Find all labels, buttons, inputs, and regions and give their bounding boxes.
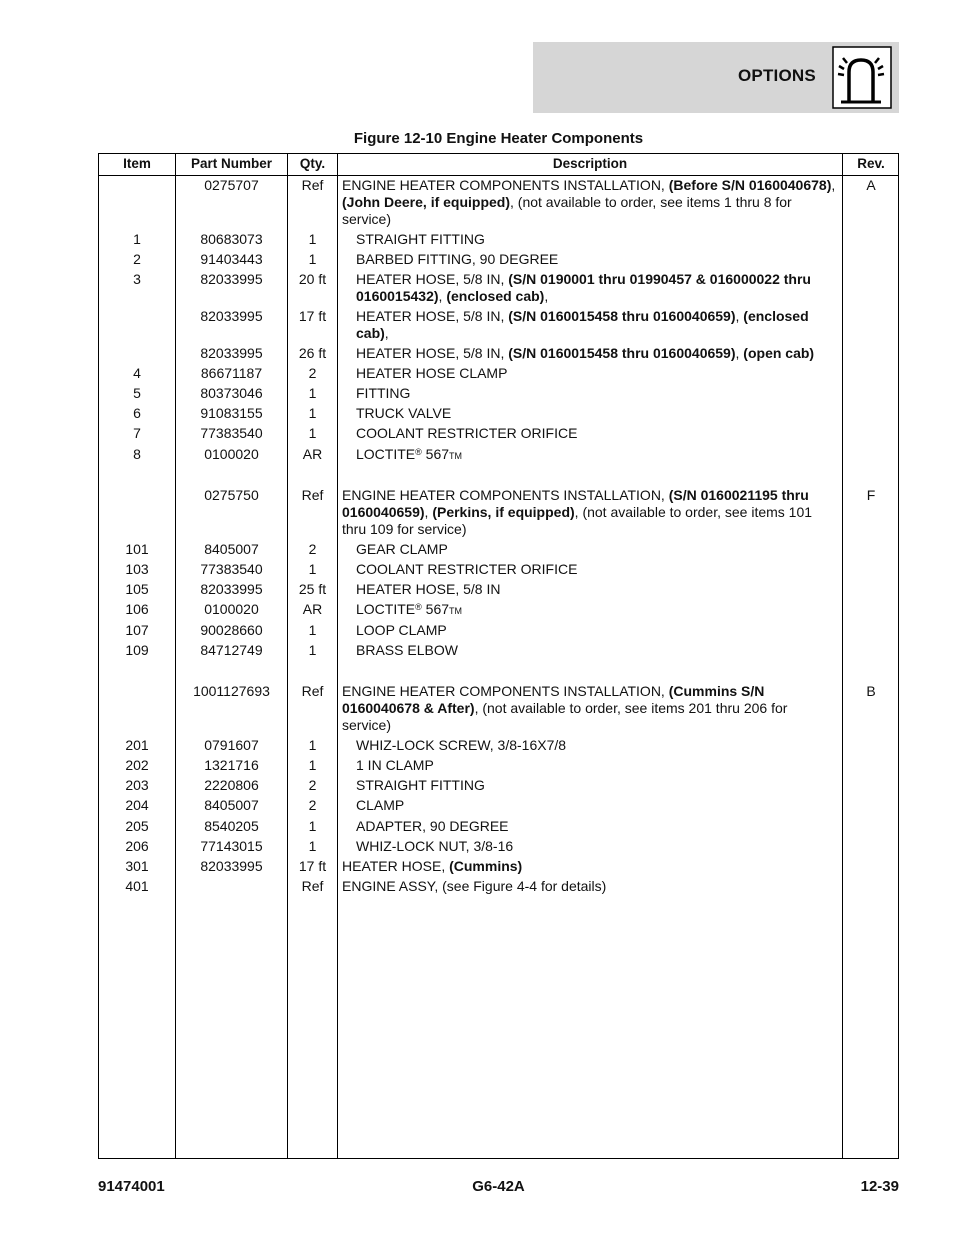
description xyxy=(356,642,840,659)
description-segment: ® xyxy=(415,447,422,457)
description xyxy=(356,838,840,855)
description xyxy=(356,601,840,620)
part-number: 80373046 xyxy=(200,385,263,401)
quantity: 1 xyxy=(308,251,317,267)
description xyxy=(356,757,840,774)
quantity: 25 ft xyxy=(298,581,327,597)
description-segment: WHIZ-LOCK SCREW, 3/8-16X7/8 xyxy=(356,737,567,753)
section-title: OPTIONS xyxy=(738,66,816,85)
description xyxy=(342,878,840,895)
part-number: 77383540 xyxy=(200,561,263,577)
description-segment: (Before S/N 0160040678) xyxy=(668,177,832,193)
description xyxy=(356,797,840,814)
description xyxy=(356,777,840,794)
item-number: 206 xyxy=(125,838,149,854)
description-segment: LOOP CLAMP xyxy=(356,622,447,638)
part-number: 90028660 xyxy=(200,622,263,638)
item-number: 203 xyxy=(125,777,149,793)
description xyxy=(356,622,840,639)
description-segment: BRASS ELBOW xyxy=(356,642,458,658)
column-divider xyxy=(842,154,843,1158)
item-number: 6 xyxy=(133,405,141,421)
description-segment: (S/N 0160015458 thru 0160040659) xyxy=(508,308,736,324)
description-segment: (S/N 0160015458 thru 0160040659) xyxy=(508,345,736,361)
item-number: 107 xyxy=(125,622,149,638)
description-segment: (S/N 0160021195 thru 0160040659) xyxy=(342,487,809,520)
description xyxy=(356,425,840,442)
part-number: 77143015 xyxy=(200,838,263,854)
description-segment: , xyxy=(831,177,836,193)
item-number: 1 xyxy=(133,231,141,247)
description-segment: ADAPTER, 90 DEGREE xyxy=(356,818,509,834)
description-segment: TM xyxy=(449,451,463,461)
item-number: 5 xyxy=(133,385,141,401)
item-number: 4 xyxy=(133,365,141,381)
column-header-description: Description xyxy=(338,154,842,176)
footer-page-number: 12-39 xyxy=(860,1178,899,1195)
part-number: 8540205 xyxy=(204,818,259,834)
part-number: 82033995 xyxy=(200,581,263,597)
item-number: 3 xyxy=(133,271,141,287)
quantity: 1 xyxy=(308,818,317,834)
section-header xyxy=(533,42,899,113)
quantity: 1 xyxy=(308,231,317,247)
description-segment: ENGINE ASSY, (see Figure 4-4 for details) xyxy=(342,878,607,894)
description-segment: LOCTITE xyxy=(356,601,416,617)
description-segment: GEAR CLAMP xyxy=(356,541,448,557)
item-number: 2 xyxy=(133,251,141,267)
description xyxy=(356,818,840,835)
description-segment: , (not available to order, see items 101 thru 109 for service) xyxy=(342,504,813,537)
part-number: 2220806 xyxy=(204,777,259,793)
part-number: 82033995 xyxy=(200,308,263,324)
description-segment: HEATER HOSE CLAMP xyxy=(356,365,508,381)
item-number: 105 xyxy=(125,581,149,597)
description-segment: (enclosed cab) xyxy=(356,308,809,341)
quantity: 1 xyxy=(308,425,317,441)
item-number: 109 xyxy=(125,642,149,658)
column-header-item: Item xyxy=(99,154,175,176)
quantity: Ref xyxy=(301,177,324,193)
part-number: 1321716 xyxy=(204,757,259,773)
description xyxy=(342,487,840,538)
parts-table xyxy=(98,153,899,1159)
description-segment: HEATER HOSE, 5/8 IN, xyxy=(356,308,509,324)
item-number: 101 xyxy=(125,541,149,557)
item-number: 301 xyxy=(125,858,149,874)
part-number: 0100020 xyxy=(204,446,259,462)
quantity: 2 xyxy=(308,797,317,813)
column-header-part-number: Part Number xyxy=(176,154,287,176)
footer-model: G6-42A xyxy=(472,1178,525,1195)
description-segment: , xyxy=(438,288,447,304)
part-number: 86671187 xyxy=(200,365,263,381)
item-number: 401 xyxy=(125,878,149,894)
description-segment: HEATER HOSE, 5/8 IN, xyxy=(356,271,509,287)
item-number: 103 xyxy=(125,561,149,577)
description-segment: , xyxy=(735,308,744,324)
description xyxy=(342,177,840,228)
part-number: 0275750 xyxy=(204,487,259,503)
description-segment: CLAMP xyxy=(356,797,405,813)
options-bracket-icon xyxy=(832,46,892,109)
column-header-rev: Rev. xyxy=(843,154,899,176)
quantity: 1 xyxy=(308,642,317,658)
description xyxy=(356,405,840,422)
quantity: 1 xyxy=(308,622,317,638)
figure-title: Figure 12-10 Engine Heater Components xyxy=(353,130,644,147)
description-segment: ENGINE HEATER COMPONENTS INSTALLATION, xyxy=(342,487,669,503)
quantity: 1 xyxy=(308,838,317,854)
quantity: 1 xyxy=(308,757,317,773)
description-segment: (S/N 0190001 thru 01990457 & 016000022 thru 0160015432) xyxy=(356,271,811,304)
description-segment: COOLANT RESTRICTER ORIFICE xyxy=(356,425,578,441)
item-number: 8 xyxy=(133,446,141,462)
description xyxy=(356,308,840,342)
description xyxy=(356,561,840,578)
description-segment: 567 xyxy=(421,446,450,462)
description-segment: ® xyxy=(415,602,422,612)
description-segment: FITTING xyxy=(356,385,411,401)
part-number: 84712749 xyxy=(200,642,263,658)
description-segment: HEATER HOSE, 5/8 IN, xyxy=(356,345,509,361)
description-segment: LOCTITE xyxy=(356,446,416,462)
description-segment: (enclosed cab) xyxy=(446,288,545,304)
part-number: 8405007 xyxy=(204,797,259,813)
quantity: AR xyxy=(302,446,323,462)
part-number: 0791607 xyxy=(204,737,259,753)
quantity: Ref xyxy=(301,487,324,503)
part-number: 80683073 xyxy=(200,231,263,247)
description xyxy=(356,251,840,268)
description xyxy=(356,446,840,465)
quantity: Ref xyxy=(301,878,324,894)
description-segment: HEATER HOSE, xyxy=(342,858,450,874)
quantity: 2 xyxy=(308,777,317,793)
quantity: Ref xyxy=(301,683,324,699)
quantity: AR xyxy=(302,601,323,617)
item-number: 204 xyxy=(125,797,149,813)
description xyxy=(356,365,840,382)
part-number: 8405007 xyxy=(204,541,259,557)
description-segment: (Cummins) xyxy=(449,858,523,874)
description-segment: STRAIGHT FITTING xyxy=(356,777,485,793)
description-segment: ENGINE HEATER COMPONENTS INSTALLATION, xyxy=(342,177,669,193)
quantity: 2 xyxy=(308,365,317,381)
description-segment: WHIZ-LOCK NUT, 3/8-16 xyxy=(356,838,514,854)
quantity: 1 xyxy=(308,405,317,421)
description-segment: (open cab) xyxy=(743,345,815,361)
description-segment: ENGINE HEATER COMPONENTS INSTALLATION, xyxy=(342,683,669,699)
description xyxy=(356,231,840,248)
description-segment: 567 xyxy=(421,601,450,617)
item-number: 202 xyxy=(125,757,149,773)
description-segment: STRAIGHT FITTING xyxy=(356,231,485,247)
description-segment: , xyxy=(735,345,744,361)
part-number: 1001127693 xyxy=(193,683,270,699)
description xyxy=(342,683,840,734)
footer-document-number: 91474001 xyxy=(98,1178,165,1195)
description-segment: TM xyxy=(449,606,463,616)
description-segment: (Cummins S/N 0160040678 & After) xyxy=(342,683,765,716)
quantity: 1 xyxy=(308,385,317,401)
item-number: 205 xyxy=(125,818,149,834)
description-segment: , (not available to order, see items 201 thru 206 for service) xyxy=(342,700,788,733)
description xyxy=(356,581,840,598)
quantity: 26 ft xyxy=(298,345,327,361)
description xyxy=(342,858,840,875)
description-segment: HEATER HOSE, 5/8 IN xyxy=(356,581,501,597)
description-segment: (Perkins, if equipped) xyxy=(432,504,575,520)
part-number: 91083155 xyxy=(200,405,263,421)
part-number: 82033995 xyxy=(200,345,263,361)
description xyxy=(356,541,840,558)
description-segment: COOLANT RESTRICTER ORIFICE xyxy=(356,561,578,577)
revision: B xyxy=(866,683,876,699)
item-number: 106 xyxy=(125,601,149,617)
quantity: 1 xyxy=(308,737,317,753)
description-segment: BARBED FITTING, 90 DEGREE xyxy=(356,251,559,267)
description-segment: , xyxy=(424,504,433,520)
description xyxy=(356,271,840,305)
column-header-qty: Qty. xyxy=(288,154,337,176)
part-number: 0275707 xyxy=(204,177,259,193)
quantity: 2 xyxy=(308,541,317,557)
item-number: 201 xyxy=(125,737,149,753)
part-number: 0100020 xyxy=(204,601,259,617)
description-segment: , xyxy=(544,288,549,304)
column-divider xyxy=(337,154,338,1158)
part-number: 82033995 xyxy=(200,271,263,287)
quantity: 17 ft xyxy=(298,858,327,874)
description xyxy=(356,345,840,362)
item-number: 7 xyxy=(133,425,141,441)
description-segment: 1 IN CLAMP xyxy=(356,757,434,773)
description-segment: TRUCK VALVE xyxy=(356,405,452,421)
description-segment: , (not available to order, see items 1 thru 8 for service) xyxy=(342,194,792,227)
part-number: 91403443 xyxy=(200,251,263,267)
part-number: 82033995 xyxy=(200,858,263,874)
part-number: 77383540 xyxy=(200,425,263,441)
quantity: 17 ft xyxy=(298,308,327,324)
quantity: 1 xyxy=(308,561,317,577)
revision: F xyxy=(866,487,876,503)
description xyxy=(356,737,840,754)
revision: A xyxy=(866,177,876,193)
quantity: 20 ft xyxy=(298,271,327,287)
description-segment: (John Deere, if equipped) xyxy=(342,194,511,210)
description xyxy=(356,385,840,402)
description-segment: , xyxy=(384,325,389,341)
